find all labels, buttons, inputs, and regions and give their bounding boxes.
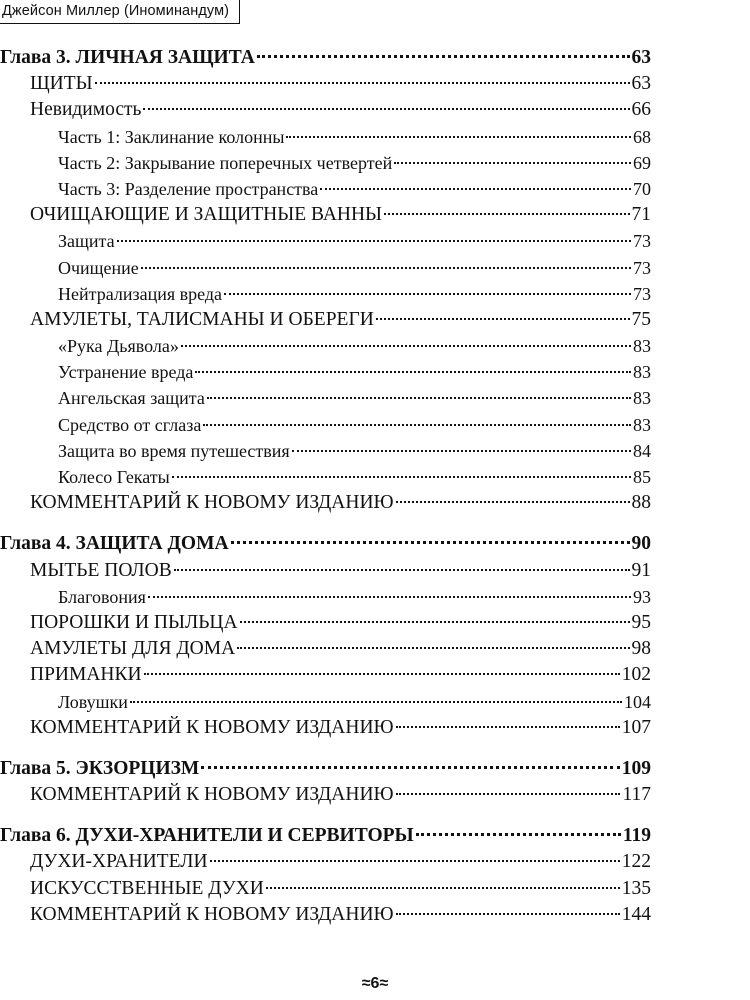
- dot-leader: [144, 673, 620, 675]
- toc-entry-title: Защита во время путешествия: [58, 440, 290, 461]
- chapter-spacer: [0, 808, 651, 823]
- dot-leader: [141, 267, 631, 269]
- toc-page-number: 84: [633, 440, 651, 461]
- toc-entry[interactable]: [0, 662, 651, 688]
- dot-leader: [117, 240, 631, 242]
- toc-entry[interactable]: [0, 307, 651, 333]
- toc-entry-title: Ангельская защита: [58, 388, 205, 409]
- toc-entry-title: ОЧИЩАЮЩИЕ И ЗАЩИТНЫЕ ВАННЫ: [30, 204, 383, 226]
- toc-page-number: 122: [621, 851, 651, 873]
- toc-chapter-title: Глава 4. ЗАЩИТА ДОМА: [0, 533, 229, 555]
- toc-subentry[interactable]: [0, 689, 651, 715]
- toc-page-number: 117: [622, 784, 651, 806]
- toc-page-number: 135: [621, 877, 651, 899]
- dot-leader: [148, 596, 631, 598]
- dot-leader: [376, 318, 630, 320]
- toc-entry-title: Часть 2: Закрывание поперечных четвертей: [58, 152, 393, 173]
- toc-entry-title: Часть 3: Разделение пространства: [58, 178, 319, 199]
- toc-entry-title: КОММЕНТАРИЙ К НОВОМУ ИЗДАНИЮ: [30, 784, 394, 806]
- toc-subentry[interactable]: [0, 438, 651, 464]
- toc-entry[interactable]: [0, 71, 651, 97]
- toc-chapter-title: Глава 6. ДУХИ-ХРАНИТЕЛИ И СЕРВИТОРЫ: [0, 825, 414, 847]
- dot-leader: [396, 501, 630, 503]
- toc-entry[interactable]: [0, 202, 651, 228]
- toc-page-number: 63: [631, 73, 651, 95]
- dot-leader: [224, 293, 631, 295]
- toc-entry-title: КОММЕНТАРИЙ К НОВОМУ ИЗДАНИЮ: [30, 903, 394, 925]
- toc-entry[interactable]: [0, 782, 651, 808]
- dot-leader: [292, 450, 631, 452]
- toc-entry-title: Устранение вреда: [58, 362, 194, 383]
- toc-entry-title: Невидимость: [30, 99, 142, 121]
- dot-leader: [143, 108, 629, 110]
- toc-chapter-4[interactable]: [0, 531, 651, 557]
- dot-leader: [320, 188, 631, 190]
- toc-entry-title: Очищение: [58, 257, 139, 278]
- toc-subentry[interactable]: [0, 412, 651, 438]
- dot-leader: [286, 136, 631, 138]
- toc-entry-title: АМУЛЕТЫ ДЛЯ ДОМА: [30, 638, 236, 660]
- dot-leader: [394, 162, 631, 164]
- toc-page-number: 109: [621, 757, 651, 779]
- dot-leader: [174, 569, 630, 571]
- toc-entry[interactable]: [0, 97, 651, 123]
- toc-entry-title: ЩИТЫ: [30, 73, 93, 95]
- toc-entry[interactable]: [0, 902, 651, 928]
- toc-chapter-6[interactable]: [0, 823, 651, 849]
- chapter-spacer: [0, 741, 651, 756]
- toc-chapter-3[interactable]: [0, 45, 651, 71]
- toc-page-number: 71: [631, 204, 651, 226]
- toc-page-number: 75: [631, 308, 651, 330]
- toc-entry-title: МЫТЬЕ ПОЛОВ: [30, 559, 172, 581]
- toc-entry-title: ИСКУССТВЕННЫЕ ДУХИ: [30, 877, 264, 899]
- toc-entry[interactable]: [0, 490, 651, 516]
- toc-page-number: 98: [631, 638, 651, 660]
- toc-page-number: 70: [633, 178, 651, 199]
- toc-page-number: 83: [633, 388, 651, 409]
- toc-subentry[interactable]: [0, 124, 651, 150]
- toc-page-number: 144: [621, 903, 651, 925]
- toc-entry[interactable]: [0, 636, 651, 662]
- toc-page-number: 83: [633, 336, 651, 357]
- toc-entry-title: «Рука Дьявола»: [58, 336, 179, 357]
- toc-page-number: 83: [633, 362, 651, 383]
- toc-page-number: 104: [624, 691, 651, 712]
- toc-subentry[interactable]: [0, 464, 651, 490]
- toc-chapter-5[interactable]: [0, 756, 651, 782]
- toc-subentry[interactable]: [0, 385, 651, 411]
- dot-leader: [396, 793, 621, 795]
- toc-entry-title: ПРИМАНКИ: [30, 664, 142, 686]
- dot-leader: [396, 913, 620, 915]
- toc-entry-title: Защита: [58, 231, 115, 252]
- dot-leader: [257, 55, 630, 58]
- toc-page-number: 83: [633, 414, 651, 435]
- dot-leader: [172, 476, 631, 478]
- toc-page-number: 69: [633, 152, 651, 173]
- toc-page-number: 73: [633, 283, 651, 304]
- dot-leader: [237, 647, 629, 649]
- toc-page-number: 119: [622, 825, 651, 847]
- toc-page-number: 107: [621, 716, 651, 738]
- toc-entry-title: ПОРОШКИ И ПЫЛЬЦА: [30, 611, 238, 633]
- dot-leader: [396, 726, 620, 728]
- toc-subentry[interactable]: [0, 584, 651, 610]
- toc-entry[interactable]: [0, 715, 651, 741]
- dot-leader: [181, 345, 631, 347]
- toc-subentry[interactable]: [0, 176, 651, 202]
- toc-page-number: 90: [631, 533, 651, 555]
- toc-entry-title: Благовония: [58, 586, 146, 607]
- toc-entry[interactable]: [0, 558, 651, 584]
- toc-page-number: 88: [631, 492, 651, 514]
- toc-page-number: 93: [633, 586, 651, 607]
- toc-page-number: 63: [631, 47, 651, 68]
- toc-page-number: 95: [631, 611, 651, 633]
- dot-leader: [384, 213, 629, 215]
- toc-subentry[interactable]: [0, 255, 651, 281]
- dot-leader: [203, 424, 631, 426]
- toc-page-number: 91: [631, 559, 651, 581]
- toc-page-number: 66: [631, 99, 651, 121]
- toc-entry-title: Средство от сглаза: [58, 414, 202, 435]
- toc-entry[interactable]: [0, 876, 651, 902]
- toc-subentry[interactable]: [0, 333, 651, 359]
- chapter-spacer: [0, 516, 651, 531]
- toc-entry-title: КОММЕНТАРИЙ К НОВОМУ ИЗДАНИЮ: [30, 716, 394, 738]
- toc-entry-title: АМУЛЕТЫ, ТАЛИСМАНЫ И ОБЕРЕГИ: [30, 308, 374, 330]
- page-number: ≈6≈: [361, 975, 389, 992]
- dot-leader: [130, 701, 622, 703]
- dot-leader: [201, 766, 619, 769]
- dot-leader: [195, 371, 631, 373]
- dot-leader: [240, 621, 630, 623]
- toc-entry-title: КОММЕНТАРИЙ К НОВОМУ ИЗДАНИЮ: [30, 492, 394, 514]
- toc-chapter-title: Глава 5. ЭКЗОРЦИЗМ: [0, 757, 200, 779]
- dot-leader: [207, 397, 631, 399]
- toc-entry-title: Колесо Гекаты: [58, 467, 170, 487]
- toc-page-number: 73: [633, 257, 651, 278]
- toc-page-number: 102: [621, 664, 651, 686]
- toc-page-number: 85: [633, 467, 651, 487]
- toc-subentry[interactable]: [0, 150, 651, 176]
- dot-leader: [266, 887, 620, 889]
- toc-subentry[interactable]: [0, 228, 651, 254]
- toc-subentry[interactable]: [0, 281, 651, 307]
- dot-leader: [95, 82, 630, 84]
- toc-entry-title: Нейтрализация вреда: [58, 283, 223, 304]
- toc-entry-title: Часть 1: Заклинание колонны: [58, 126, 285, 147]
- toc-entry-title: ДУХИ-ХРАНИТЕЛИ: [30, 851, 208, 873]
- toc-page-number: 73: [633, 231, 651, 252]
- toc-entry[interactable]: [0, 849, 651, 875]
- toc-entry[interactable]: [0, 610, 651, 636]
- table-of-contents: [0, 45, 651, 928]
- toc-entry-title: Ловушки: [58, 691, 128, 712]
- toc-page-number: 68: [633, 126, 651, 147]
- dot-leader: [210, 860, 620, 862]
- toc-subentry[interactable]: [0, 359, 651, 385]
- running-head: Джейсон Миллер (Иноминандум): [0, 0, 240, 24]
- dot-leader: [231, 541, 630, 544]
- toc-chapter-title: Глава 3. ЛИЧНАЯ ЗАЩИТА: [0, 47, 255, 68]
- dot-leader: [416, 833, 621, 836]
